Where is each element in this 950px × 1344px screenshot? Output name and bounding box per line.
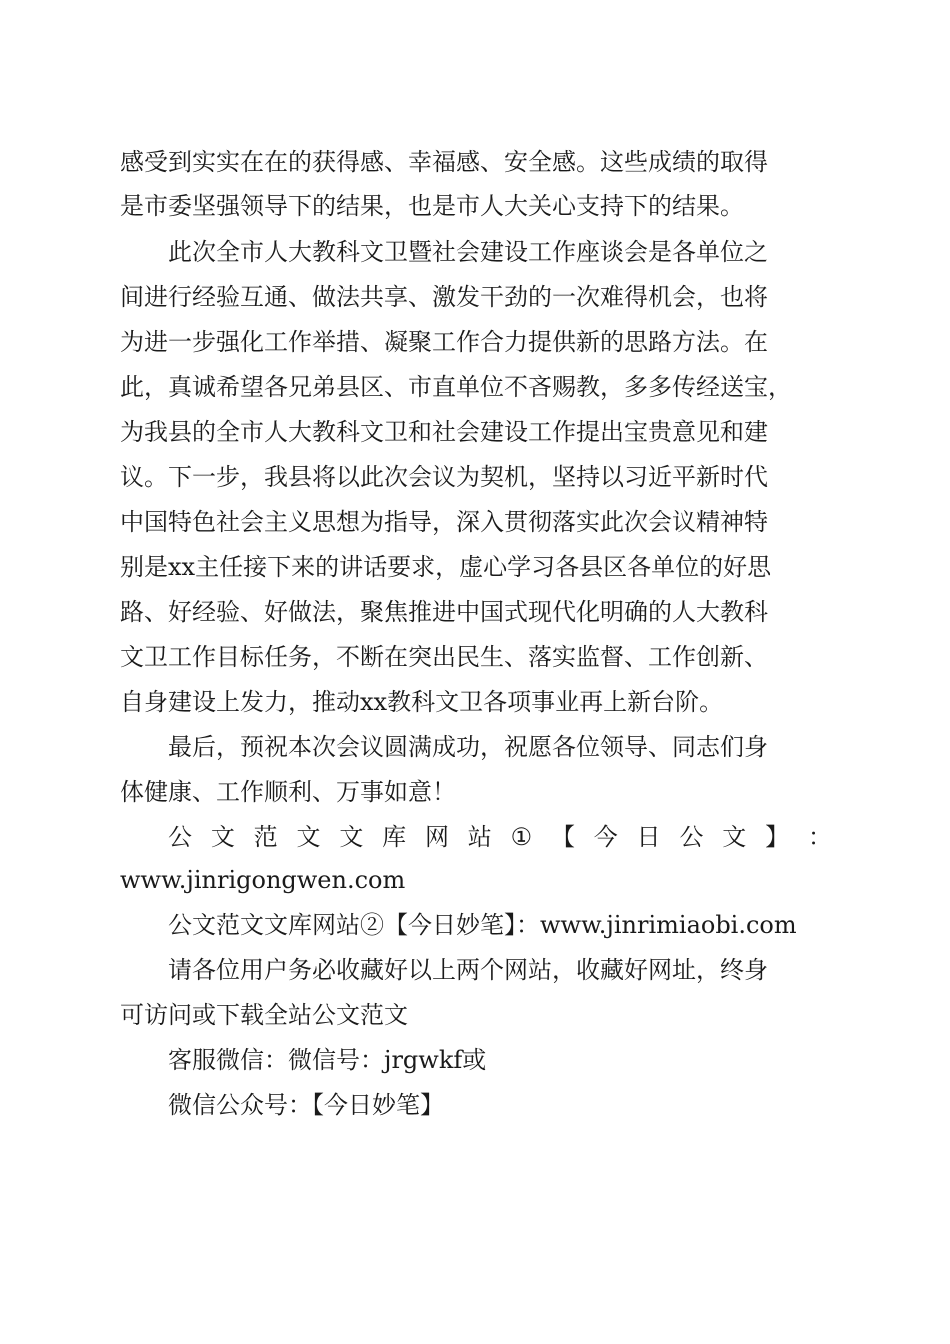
website1-char: 文 — [296, 823, 321, 851]
website1-char: 网 — [424, 823, 449, 851]
website1-char: 公 — [679, 823, 704, 851]
paragraph-line: 路、好经验、好做法，聚焦推进中国式现代化明确的人大教科 — [120, 598, 768, 626]
website1-char: 今 — [593, 823, 618, 851]
website1-char: 【 — [550, 823, 575, 851]
paragraph-line: 为我县的全市人大教科文卫和社会建设工作提出宝贵意见和建 — [120, 418, 768, 446]
website1-char: ： — [807, 823, 832, 851]
website1-url[interactable]: www.jinrigongwen.com — [120, 866, 406, 894]
service-wechat: 客服微信：微信号：jrgwkf或 — [168, 1046, 487, 1074]
website1-char: 库 — [382, 823, 407, 851]
website1-char: 文 — [722, 823, 747, 851]
website1-char: 】 — [765, 823, 790, 851]
notice-line: 请各位用户务必收藏好以上两个网站，收藏好网址，终身 — [168, 956, 768, 984]
paragraph-line: 文卫工作目标任务，不断在突出民生、落实监督、工作创新、 — [120, 643, 768, 671]
paragraph-line: 为进一步强化工作举措、凝聚工作合力提供新的思路方法。在 — [120, 328, 768, 356]
website1-char: 站 — [467, 823, 492, 851]
website1-label — [168, 815, 832, 860]
paragraph-line: 自身建设上发力，推动xx教科文卫各项事业再上新台阶。 — [120, 688, 724, 716]
paragraph-line: 是市委坚强领导下的结果，也是市人大关心支持下的结果。 — [120, 192, 744, 220]
paragraph-line: 间进行经验互通、做法共享、激发干劲的一次难得机会，也将 — [120, 283, 768, 311]
website1-char: ① — [510, 823, 533, 851]
notice-line: 可访问或下载全站公文范文 — [120, 1001, 408, 1029]
paragraph-line: 议。下一步，我县将以此次会议为契机，坚持以习近平新时代 — [120, 463, 768, 491]
paragraph-line: 中国特色社会主义思想为指导，深入贯彻落实此次会议精神特 — [120, 508, 768, 536]
paragraph-line: 别是xx主任接下来的讲话要求，虚心学习各县区各单位的好思 — [120, 553, 772, 581]
website1-char: 文 — [339, 823, 364, 851]
paragraph-line: 感受到实实在在的获得感、幸福感、安全感。这些成绩的取得 — [120, 148, 768, 176]
website1-char: 公 — [168, 823, 192, 851]
paragraph-line: 此次全市人大教科文卫暨社会建设工作座谈会是各单位之 — [168, 238, 768, 266]
website1-char: 范 — [253, 823, 278, 851]
paragraph-line: 体健康、工作顺利、万事如意！ — [120, 778, 456, 806]
website2-line[interactable]: 公文范文文库网站②【今日妙笔】：www.jinrimiaobi.com — [168, 911, 797, 939]
service-official-account: 微信公众号：【今日妙笔】 — [168, 1091, 444, 1119]
paragraph-line: 此，真诚希望各兄弟县区、市直单位不吝赐教，多多传经送宝， — [120, 373, 792, 401]
paragraph-line: 最后，预祝本次会议圆满成功，祝愿各位领导、同志们身 — [168, 733, 768, 761]
website1-char: 文 — [210, 823, 235, 851]
website1-char: 日 — [636, 823, 661, 851]
